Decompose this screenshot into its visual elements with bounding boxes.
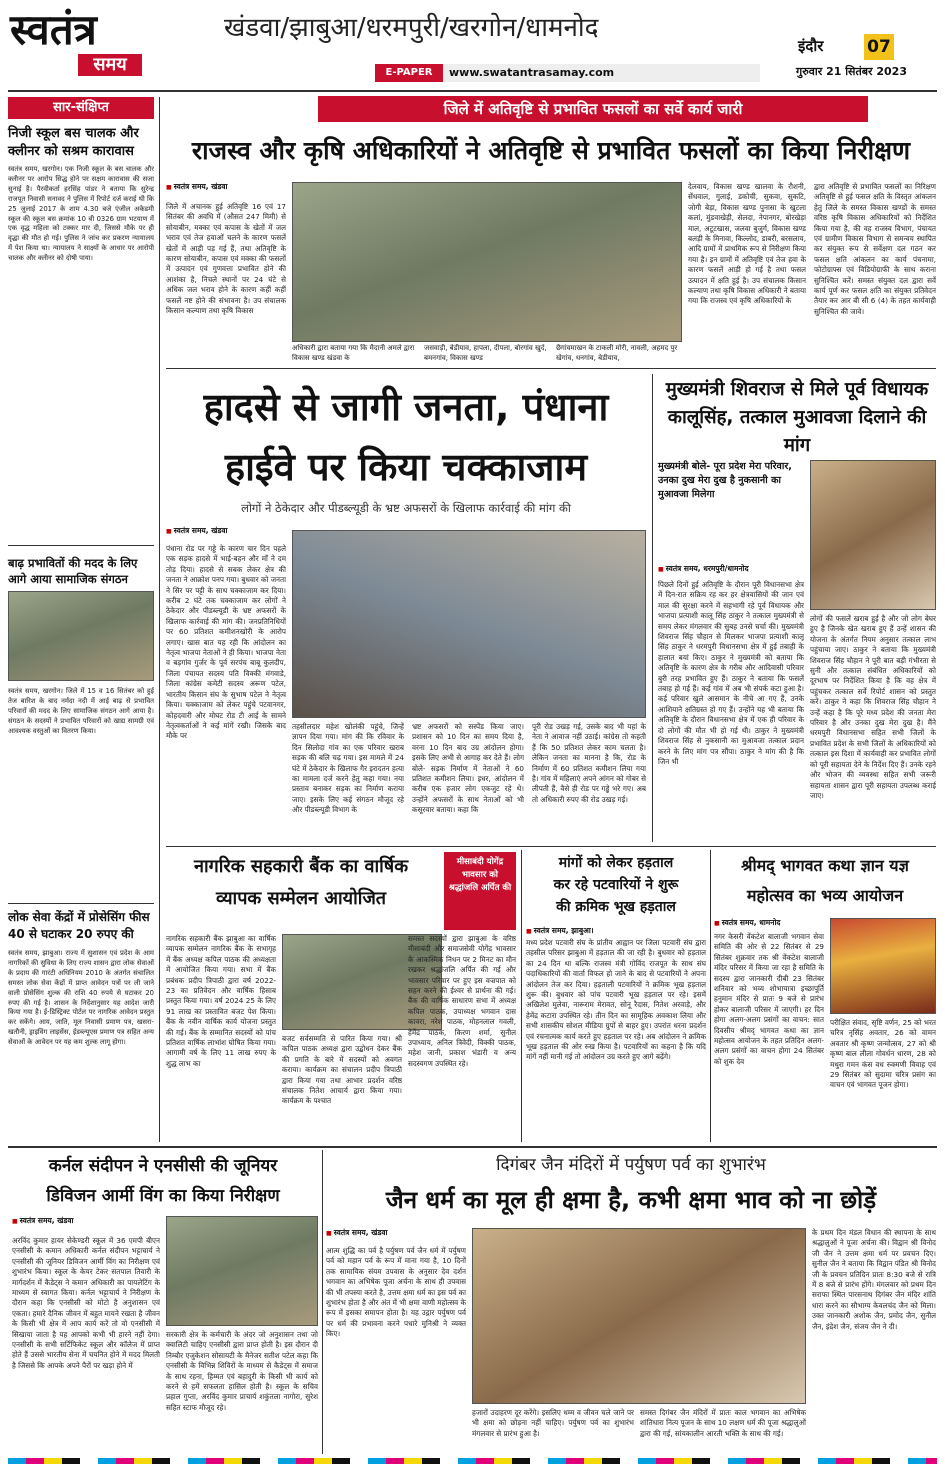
story2-byline: ■ स्वतंत्र समय, खंडवा: [166, 526, 228, 536]
sidebar-divider-1: [8, 545, 154, 546]
sidebar-divider-2: [8, 903, 154, 904]
middle-band-rule: [166, 846, 936, 847]
story7-headline-line2: डिविजन आर्मी विंग का किया निरीक्षण: [46, 1186, 280, 1206]
story7-col1: अरविंद कुमार हायर सेकेण्डरी स्कूल में 36 एमपी बीएन एनसीसी के कमान अधिकारी कर्नल संदीपन भट्टाचार्य ने एनसीसी की जूनियर डिविजन आर्मी विंग का निरीक्षण एवं शुभारंभ किया। स्कूल के केयर टेकर सतपाल तिवारी के मार्गदर्शन में कैडेट्स ने कमान अधिकारी का पायलेटिंग के माध्यम से स्वागत किया। कर्नल भट्टाचार्य ने निरीक्षण के दौरान कहा कि एनसीसी को मोटो है अनुशासन एवं एकता। हमारे दैनिक जीवन में बहुत मायने रखता है जीवन के किसी भी क्षेत्र में आप कार्य करें तो वो एनसीसी में सिखाया जाता है यह आपको कभी भी हारने नहीं देगा। एनसीसी के सभी सर्टिफिकेट स्कूल और कॉलेज में प्राप्त होते हैं उससे भारतीय सेना में चयनित होने में मदद मिलती है जिससे कि आपके अपने पैरों पर खड़ा होने में: [12, 1236, 160, 1370]
story4-headline-line1: नागरिक सहकारी बैंक का वार्षिक: [193, 856, 409, 877]
edition-title: खंडवा/झाबुआ/धरमपुरी/खरगोन/धामनोद: [224, 13, 599, 43]
story3-headline: मुख्यमंत्री शिवराज से मिले पूर्व विधायक कालूसिंह, तत्काल मुआवजा दिलाने की मांग: [665, 379, 929, 456]
story7-col2: सरकारी क्षेत्र के कर्मचारी के अंदर जो अनुशासन तथा जो क्वालिटी चाहिए एनसीसी द्वारा प्राप्त होती है। इस दौरान दी निम्बौर एजुकेशन सोसायटी के मैनेजर सतीश पटेल कहा कि एनसीसी के विभिन्न शिविरों के माध्यम से कैडेट्स में समाज के साथ रहना, हिम्मत एवं बहादुरी के किसी भी कार्य को करने से हमें सफलता हासिल होती है। स्कूल के सचिव प्रहाल गुप्ता, अरविंद कुमार प्राचार्य शकुंतला नागोरा, सुरेश सहित स्टाफ मौजूद रहे।: [166, 1330, 318, 1412]
issue-date: गुरुवार 21 सितंबर 2023: [796, 65, 907, 78]
story3-photo: [810, 460, 936, 610]
story1-col3: द्वारा अतिवृष्टि से प्रभावित फसलों का निरिक्षण अतिवृष्टि से हुई फसल क्षति के विस्तृत आंकलन हेतु जिले के समस्त विकास खण्डों के समस्त वरिष्ठ कृषि विकास अधिकारियों को निर्देशित किया गया है, की वह राजस्व विभाग, पंचायत एवं ग्रामीण विकास विभाग से समन्वय स्थापित कर संयुक्त रूप से सर्वेक्षण दल गठन कर फसल क्षति आंकलन का कार्य पंचनामा, फोटोग्राफ्स एवं विडियोग्राफी के साथ कराना सुनिश्चित करें। समस्त संयुक्त दल द्वारा सर्वे कार्य पूर्ण कर फसल क्षति का संयुक्त प्रतिवेदन तैयार कर आर बी सी 6 (4) के तहत कार्यवाही सुनिश्चित की जावे।: [814, 182, 936, 316]
sidebar-story2-photo: [8, 591, 154, 681]
story6-headline-line2: महोत्सव का भव्य आयोजन: [746, 886, 904, 905]
story4-right-rule: [521, 850, 522, 1142]
story1-bottom-rule: [166, 368, 936, 369]
page-number: 07: [864, 34, 894, 60]
epaper-bar: [375, 64, 760, 82]
sidebar-vertical-rule: [159, 97, 160, 1142]
story1-caption1: अधिकारी द्वारा बताया गया कि मैदानी अमले द्वारा विकास खण्ड खंडवा के: [292, 344, 415, 362]
story5-headline-line1: मांगों को लेकर हड़ताल: [558, 855, 674, 871]
story8-kicker: दिगंबर जैन मंदिरों में पर्युषण पर्व का शुभारंभ: [496, 1155, 766, 1175]
story5-headline-line3: की क्रमिक भूख हड़ताल: [556, 899, 676, 915]
story7-headline-line1: कर्नल संदीपन ने एनसीसी की जूनियर: [48, 1156, 278, 1176]
story2-col1: पंधाना रोड पर गड्डे के कारण चार दिन पहले एक सड़क हादसे में भाई-बहन और माँ ने दम तोड़ दिया। हादसे से सबक लेकर क्षेत्र की जनता ने आक्रोश पनप गया। बुधवार को जनता ने सिर पर पट्टी के साथ चक्काजाम कर दिया। करीब 2 घंटे तक चक्काजाम कर लोगों ने ठेकेदार और पीडब्ल्यूडी के भ्रष्ट अफसरों के खिलाफ कार्रवाई की मांग की। जनप्रतिनिधियों पर 60 प्रतिशत कमीशनखोरी के आरोप लगाए। खास बात यह रही कि आंदोलन का नेतृत्व भाजपा नेताओं ने ही किया। भाजपा नेता व बड़गांव गुर्जर के पूर्व सरपंच बाबू कुलदीप, जिला पंचायत सदस्य पति विक्की मंगवाडे, जिला कांग्रेस कमेटी सदस्य अरूण पटेल, भारतीय किसान संघ के सुभाष पटेल ने नेतृत्व किया। चक्काजाम को लेकर पहुंचे पटवानगर, कोहदवारी और मोघट रोड टी आई के सामने नेतृत्वकर्ताओं ने कई मांगें रखी। जिसके बाद मौके पर: [166, 544, 286, 741]
story4-headline-line2: व्यापक सम्मेलन आयोजित: [215, 888, 387, 909]
story7-right-rule: [322, 1150, 323, 1454]
story2-headline-line2: हाईवे पर किया चक्काजाम: [224, 445, 588, 489]
story2-col2: तहसीलदार महेश खोलंकी पहुंचे, जिन्हें ज्ञापन दिया गया। मांग की कि रविवार के दिन सिलोदा गांव का एक परिवार खराब सड़क की बलि चढ़ गया। इस मामले में 24 घंटे में ठेकेदार के खिलाफ गैर इरादतन हत्या का मामला दर्ज करने हेतु कहा गया। नया प्रस्ताव बनाकर सड़क का निर्माण कराया जाए। इसके लिए कई संगठन मौजूद रहे और पीडब्ल्यूडी विभाग के: [292, 722, 404, 815]
website-link[interactable]: www.swatantrasamay.com: [449, 66, 615, 79]
story3-col2: लोगों की फसलें खराब हुई है और जो लोग बेघर हुए है जिनके खेत खराब हुए हैं उन्हें शासन की योजना के अंतर्गत नियम अनुसार तत्काल लाभ पहुंचाया जाए। ठाकुर ने बताया कि मुख्यमंत्री शिवराज सिंह चौहान ने पूरी बात बड़ी गंभीरता से सुनी और तत्काल संबंधित अधिकारियों को दूरभाष पर निर्देशित किया है कि वह क्षेत्र में पहुंचकर तत्काल सर्वे रिपोर्ट शासन को प्रस्तुत करें। ठाकुर ने कहा कि शिवराज सिंह चौहान ने उन्हें कहा है कि पूरे मध्य प्रदेश की जनता मेरा परिवार है और उनका दुख मेरा दुख है। मैंने धरमपुरी विधानसभा सहित सभी जिलों के प्रभावित प्रदेश के सभी जिलों के अधिकारियों को तत्काल इस दिशा में कार्यवाही कर प्रभावित लोगों को पूरी सहायता देने के निर्देश दिए हैं। उनके रहने और भोजन की व्यवस्था सहित सभी जरूरी सहायता शासन द्वारा पूरी सहायता उपलब्ध कराई जाए।: [810, 614, 936, 800]
story4-col2: बजट सर्वसम्मति से पारित किया गया। श्री कपिल पाठक अध्यक्ष द्वारा उद्बोधन देकर बैंक की प्रगति के बारे में सदस्यों को अवगत कराया। कार्यक्रम का संचालन प्रदीप त्रिपाठी द्वारा किया गया तथा आभार प्रदर्शन वरिष्ठ संचालक नितेश आचार्य द्वारा किया गया। कार्यक्रम के पश्चात: [282, 1034, 402, 1106]
story2-col3: भ्रष्ट अफसरों को सस्पेंड किया जाए। प्रशासन को 10 दिन का समय दिया है, वरना 10 दिन बाद उग्र आंदोलन होगा। इसके लिए अभी से आगाह कर देते हैं। लोग बोले- सड़क निर्माण में नेताओं ने 60 प्रतिशत कमीशन लिया। इधर, आंदोलन में करीब एक हजार लोग एकजुट रहे थे। उन्होंने अफसरों के साथ नेताओं को भी कसूरवार बताया। कहा कि: [412, 722, 524, 815]
story1-caption3: छैगांवमाखन के टाकली मोरी, नावली, अहमद पुर खेगांव, धनगांव, बेडीयाव,: [556, 344, 678, 362]
epaper-label: E-PAPER: [375, 64, 443, 82]
lower-band-rule: [8, 1146, 937, 1148]
masthead-divider: [8, 90, 937, 92]
story2-deck: लोगों ने ठेकेदार और पीडब्ल्यूडी के भ्रष्ट अफसरों के खिलाफ कार्रवाई की मांग की: [241, 501, 571, 515]
story3-byline: ■ स्वतंत्र समय, धरमपुरी/धामनोद: [658, 564, 749, 574]
sidebar-heading: सार-संक्षिप्त: [8, 97, 154, 119]
story2-right-rule: [652, 374, 653, 842]
story1-byline: ■ स्वतंत्र समय, खंडवा: [166, 182, 228, 192]
print-color-marks: [8, 1458, 937, 1464]
story7-byline: ■ स्वतंत्र समय, खंडवा: [12, 1216, 74, 1226]
story8-col3: समस्त दिगंबर जैन मंदिरों में प्रातः काल भगवान का अभिषेक शांतिधारा नित्य पूजन के साथ 10 लक्षण धर्म की पूजा श्रद्धालुओं द्वारा की गई, सांयकालीन आरती भक्ति के साथ की गई।: [640, 1408, 806, 1438]
story1-caption2: जसवाड़ी, बेडीयाव, हापला, दीपला, बोरगांव खुर्द, बमनगांव, विकास खण्ड: [424, 344, 547, 362]
sidebar-story1-body: स्वतंत्र समय, खरगोन। एक निजी स्कूल के बस चालक और क्लीनर पर आरोप सिद्ध होने पर सक्षम कारावास की सजा सुनाई है। पैरवीकर्ता हरसिंह पांडर ने बताया कि सुरेन्द्र राजपूत निवासी सनावद ने पुलिस में रिपोर्ट दर्ज कराई थी कि 25 जुलाई 2017 के शाम 4.30 बजे एंजील अकेडमी स्कूल की स्कूल बस क्रमांक 10 बी 0326 ग्राम भटयाण में एक वृद्ध महिला को टक्कर मार दी, जिससे मौके पर ही वृद्धा की मौत हो गई। पुलिस ने जांच कर प्रकरण न्यायालय में पेश किया था। न्यायालय ने साक्ष्यों के आधार पर आरोपी चालक और क्लीनर को दोषी पाया।: [8, 165, 154, 263]
story3-subhead: मुख्यमंत्री बोले- पूरा प्रदेश मेरा परिवार, उनका दुख मेरा दुख है नुकसानी का मुआवजा मिलेगा: [658, 461, 792, 500]
story1-headline: राजस्व और कृषि अधिकारियों ने अतिवृष्टि से प्रभावित फसलों का किया निरीक्षण: [191, 136, 911, 165]
sidebar-story1-title: निजी स्कूल बस चालक और क्लीनर को सश्रम कारावास: [8, 126, 139, 159]
sidebar-story2-title: बाढ़ प्रभावितों की मदद के लिए आगे आया सामाजिक संगठन: [8, 556, 138, 586]
story8-col4: के प्रथम दिन मंडल विधान की स्थापना के साथ श्रद्धालुओं ने पूजा अर्चना की। विद्वान श्री विनोद जी जैन ने उत्तम क्षमा धर्म पर प्रवचन दिए। सुनील जैन ने बताया कि विद्वान पंडित श्री विनोद जी के प्रवचन प्रतिदिन प्रातः 8:30 बजे से रात्रि में 8 बजे से प्रारंभ होंगे। मंगलवार को प्रथम दिन सराफा स्थित पारसनाथ दिगंबर जैन मंदिर शांति धारा करने का सौभाग्य केवलचंद जैन को मिला। उक्त जानकारी अशोक जैन, प्रमोद जैन, सुनील जैन, इंद्रेश जैन, संजय जैन ने दी।: [812, 1228, 936, 1331]
sidebar-story3-body: स्वतंत्र समय, झाबुआ। राज्य में सुशासन एवं प्रदेश के आम नागरिकों की सुविधा के लिए राज्य शासन द्वारा लोक सेवाओं के प्रदाय की गारंटी अधिनियम 2010 के अंतर्गत संचालित समस्त लोक सेवा केंद्रों में प्राप्त आवेदन पत्रों पर ली जाने वाली प्रोसेसिंग शुल्क की राशि 40 रुपये से घटाकर 20 रुपए की गई है। शासन के निर्देशानुसार यह आदेश जारी किया गया है। ई-डिस्ट्रिक्ट पोर्टल पर नागरिक आवेदन प्रस्तुत कर सकेंगे। आय, जाति, मूल निवासी प्रमाण पत्र, खसरा-खतौनी, ड्राइविंग लाइसेंस, ईडब्ल्यूएस प्रमाण पत्र सहित अन्य सेवाओं के आवेदन पर यह कम शुल्क लागू होगा।: [8, 949, 154, 1047]
sidebar-story2-body: स्वतंत्र समय, खरगोन। जिले में 15 व 16 सितंबर को हुई तेज बारिश के बाद नर्मदा नदी में आई बाढ़ से प्रभावित परिवारों की मदद के लिए सामाजिक संगठन आगे आया है। संगठन के सदस्यों ने प्रभावित परिवारों को खाद्य सामग्री एवं आवश्यक वस्तुओं का वितरण किया।: [8, 687, 154, 735]
story7-photo: [166, 1216, 318, 1326]
story1-col1: जिले में अचानक हुई अतिवृष्टि 16 एवं 17 सितंबर की अवधि में (औसत 247 मिमी) से सोयाबीन, मक्का एवं कपास के खेतों में जल भराव एवं तेज हवाओं चलने के कारण फसलें खेतों में आड़ी पड़ गई हैं, तथा अतिवृष्टि के कारण सोयाबीन, कपास एवं मक्का की फसलों में उत्पादन एवं गुणवत्ता प्रभावित होने की आशंका है, निचले स्थानों पर 24 घंटे से अधिक जल भराव होने के कारण कहीं कहीं फसलें नष्ट होने की संभावना है। उप संचालक किसान कल्याण तथा कृषि विकास: [166, 202, 286, 316]
story8-photo: [472, 1228, 806, 1404]
logo-top-text: स्वतंत्र: [10, 5, 97, 54]
story5-body: मध्य प्रदेश पटवारी संघ के प्रांतीय आह्वान पर जिला पटवारी संघ द्वारा तहसील परिसर झाबुआ में हड़ताल की जा रही है। बुधवार को हड़ताल का 24 दिन था बल्कि राजस्व मंत्री गोविंद राजपूत के साथ संघ पदाधिकारियों की वार्ता विफल हो जाने के बाद से पटवारियों ने अपना आंदोलन तेज कर दिया। हड़ताली पटवारियों ने क्रमिक भूख हड़ताल शुरू की। बुधवार को पांच पटवारी भूख हड़ताल पर रहे। इसमें अखिलेश मुलेवा, नारूराम मेरावत, सोनू रैदास, नितेश अरवाड़े, और हेमेंद्र कटारा उपस्थित रहे। तीन दिन का सामूहिक अवकाश लिया और सभी शासकीय सोशल मीडिया ग्रुपों से बाहर हुए। उपरांत धरना प्रदर्शन एवं रचनात्मक कार्य करते हुए हड़ताल पर रहे। अब आंदोलन ने क्रमिक भूख हड़ताल की ओर रुख किया है। पटवारियों का कहना है कि यदि मांगें नहीं मानी गई तो आंदोलन उग्र करते हुए आगे बढ़ेंगे।: [526, 938, 706, 1062]
story6-headline-line1: श्रीमद् भागवत कथा ज्ञान यज्ञ: [741, 856, 909, 875]
story1-photo-1: [292, 182, 682, 342]
story8-byline: ■ स्वतंत्र समय, खंडवा: [326, 1228, 388, 1238]
story8-col2: हजारों उदाहरण दूर करेंगे। इसलिए धम्म व जीवन चले जाने पर भी क्षमा को छोड़ना नहीं चाहिए। पर्युषण पर्व का शुभारंभ मंगलवार से प्रारंभ हुआ है।: [472, 1408, 634, 1438]
story6-col2: परीक्षित संवाद, सृष्टि वर्णन, 25 को भरत चरित्र नृसिंह अवतार, 26 को वामन अवतार श्री कृष्ण जन्मोत्सव, 27 को श्री कृष्ण बाल लीला गोवर्धन धारण, 28 को मथुरा गमन कंस वध रुक्मणी विवाह एवं 29 सितंबर को सुदामा चरित्र प्रसंग का वाचन एवं भागवत पूजन होगा।: [830, 1018, 936, 1090]
story4-col1: नागरिक सहकारी बैंक झाबुआ का वार्षिक व्यापक सम्मेलन नागरिक बैंक के सभागृह में बैंक अध्यक्ष कपिल पाठक की अध्यक्षता में आयोजित किया गया। सभा में बैंक प्रबंधक प्रदीप त्रिपाठी द्वारा वर्ष 2022-23 का प्रतिवेदन और वार्षिक हिसाब प्रस्तुत किया गया। वर्ष 2024 25 के लिए 91 लाख का प्रस्तावित बजट पेश किया। बैंक के नवीन वार्षिक कार्य योजना प्रस्तुत की गई। बैंक के सम्मानित सदस्यों को पांच प्रतिशत वार्षिक लाभांश घोषित किया गया। आगामी वर्ष के लिए 11 लाख रुपए के शुद्ध लाभ का: [166, 934, 276, 1068]
story4-col3: समस्त सदस्यों द्वारा झाबुआ के वरिष्ठ मीसाबंदी और समाजसेवी योगेंद्र भावसार के आकस्मिक निधन पर 2 मिनट का मौन रखकर श्रद्धांजलि अर्पित की गई और भावसार परिवार पर हुए इस वज्रपात को सहन करने की ईश्वर से प्रार्थना की गई। बैंक की वार्षिक साधारण सभा में अध्यक्ष कपिल पाठक, उपाध्यक्ष भगवान दास कावरा, नरेश पाठक, मोहनलाल गवली, हेमेंद्र पाठक, किरण शर्मा, सुनील उपाध्याय, अनिल त्रिवेदी, विक्की पाठक, महेश जानी, प्रकाश भंडारी व अन्य सदस्यगण उपस्थित रहे।: [408, 934, 516, 1068]
logo-bottom-text: समय: [78, 54, 142, 76]
masthead: [0, 0, 945, 90]
city-label: इंदौर: [798, 37, 824, 55]
story5-headline-line2: कर रहे पटवारियों ने शुरू: [553, 877, 679, 893]
logo: [10, 4, 160, 82]
story2-col4: पूरी रोड उखड़ गई, उसके बाद भी यहां के नेता ने आवाज नहीं उठाई। कांग्रेस तो कहती हैं कि 50 प्रतिशत लेकर काम चलता है। लेकिन जनता का मानना है कि, रोड के निर्माण में 60 प्रतिशत कमीशन लिया गया है। गांव में महिलाएं अपने आंगन को गोबर से लीपती हैं, वैसे ही रोड पर गड्ढे भरे गए। अब तो अधिकारी रुपए की रोड उखड़ गई।: [532, 722, 646, 804]
story5-byline: ■ स्वतंत्र समय, झाबुआ।: [526, 926, 594, 936]
story4-box: मीसाबंदी योगेंद्र भावसार को श्रद्धांजलि अर्पित की: [444, 852, 516, 930]
story2-headline-line1: हादसे से जागी जनता, पंधाना: [203, 385, 609, 429]
story3-col1: पिछले दिनों हुई अतिवृष्टि के दौरान पूरी विधानसभा क्षेत्र में दिन-रात सक्रिय रह कर हर क्षेत्रवासियों की जान एवं माल की सुरक्षा करने में सहभागी रहे पूर्व विधायक और भाजपा प्रत्याशी कालू सिंह ठाकुर ने तत्काल मुख्यमंत्री से समय लेकर मंगलवार की सुबह उनसे चर्चा की। मुख्यमंत्री शिवराज सिंह चौहान से मिलकर भाजपा प्रत्याशी कालू सिंह ठाकुर ने धरमपुरी विधानसभा क्षेत्र में हुई तबाही के हालात बयां किए। ठाकुर ने मुख्यमंत्री को बताया कि अतिवृष्टि के कारण क्षेत्र के गरीब और आदिवासी परिवार बुरी तरह प्रभावित हुए हैं। ठाकुर ने बताया कि फसलें तबाह हो गई हैं। कई गांव में अब भी संपर्क कटा हुआ है। कई परिवार खुले आसमान के नीचे आ गए हैं, उनके आशियाने क्षतिग्रस्त हो गए हैं। उन्होंने यह भी बताया कि अतिवृष्टि के दौरान विधानसभा क्षेत्र में एक ही परिवार के दो लोगों की मौत भी हो गई थी। ठाकुर ने मुख्यमंत्री शिवराज सिंह से नुकसानी का मुआवजा तत्काल प्रदान करने के लिए मांग पत्र सौंपा। ठाकुर ने मांग की है कि जिन भी: [658, 580, 804, 766]
sidebar: [8, 97, 154, 1137]
story8-col1: आत्म शुद्धि का पर्व है पर्युषण पर्व जैन धर्म में पर्युषण पर्व को महान पर्व के रूप में माना गया है, 10 दिनों तक सामायिक संयम उपवास के अनुसार देव दर्शन भगवान का अभिषेक पूजा अर्चना के साथ ही उपवास की भी तपस्या करते है, उत्तम क्षमा धर्म का इस पर्व का शुभारंभ होता है और अंत में भी क्षमा वाणी महोत्सव के रूप में इसका समापन होता है। यह उद्गार पर्युषण पर्व पर धर्म की प्रभावना करने पधारे मुनिश्री ने व्यक्त किए।: [326, 1246, 466, 1339]
story6-col1: नगर केसरी वेंकटेश बालाजी भगवान सेवा समिति की ओर से 22 सितंबर से 29 सितंबर शुक्रवार तक श्री वेंकटेश बालाजी मंदिर परिसर में किया जा रहा है समिति के सदस्य द्वारा जानकारी दीबी 23 सितंबर शनिवार को भव्य शोभायात्रा इच्छापूर्ति हनुमान मंदिर से प्रातः 9 बजे से प्रारंभ होकर बालाजी परिसर में जाएगी। हर दिन होगा अलग-अलग प्रसंगों का वाचन: सात दिवसीय श्रीमद् भागवत कथा का ज्ञान महोत्सव आयोजन के तहत प्रतिदिन अलग-अलग प्रसंगों का वाचन होगा 24 सितंबर को शुक देव: [714, 932, 824, 1066]
story1-col2: देलवाय, विकास खण्ड खालवा के रौशनी, सेंधवाल, गुलाई, डकोची, सुकवा, सुकटि, जोगी बेड़ा, विकास खण्ड पुनासा के खुटला कलां, मुंडवाखेड़ी, सेलदा, नेपानगर, बोरखेड़ा माल, अटूटखास, जलवा बुजुर्ग, विकास खण्ड बलड़ी के मिनावा, किल्लोद, डाबरी, बरसलाय, आदि ग्रामों में प्राथमिक रूप से निरीक्षण किया गया है। इन ग्रामों में अतिवृष्टि एवं तेज हवा के कारण फसलें आड़ी हो गई है तथा फसल उत्पादन में क्षति हुई है। उप संचालक किसान कल्याण तथा कृषि विकास अधिकारी ने बताया गया कि राजस्व एवं कृषि अधिकारियों के: [688, 182, 806, 306]
story6-byline: ■ स्वतंत्र समय, धामनोद: [714, 918, 780, 928]
sidebar-story3-title: लोक सेवा केंद्रों में प्रोसेसिंग फीस 40 से घटाकर 20 रुपए की: [8, 910, 150, 941]
story8-headline: जैन धर्म का मूल ही क्षमा है, कभी क्षमा भाव को ना छोड़ें: [385, 1186, 877, 1214]
story6-photo: [830, 918, 936, 1014]
top-banner: जिले में अतिवृष्टि से प्रभावित फसलों का सर्वे कार्य जारी: [318, 96, 868, 122]
story5-right-rule: [710, 850, 711, 1142]
story2-photo: [292, 530, 646, 718]
